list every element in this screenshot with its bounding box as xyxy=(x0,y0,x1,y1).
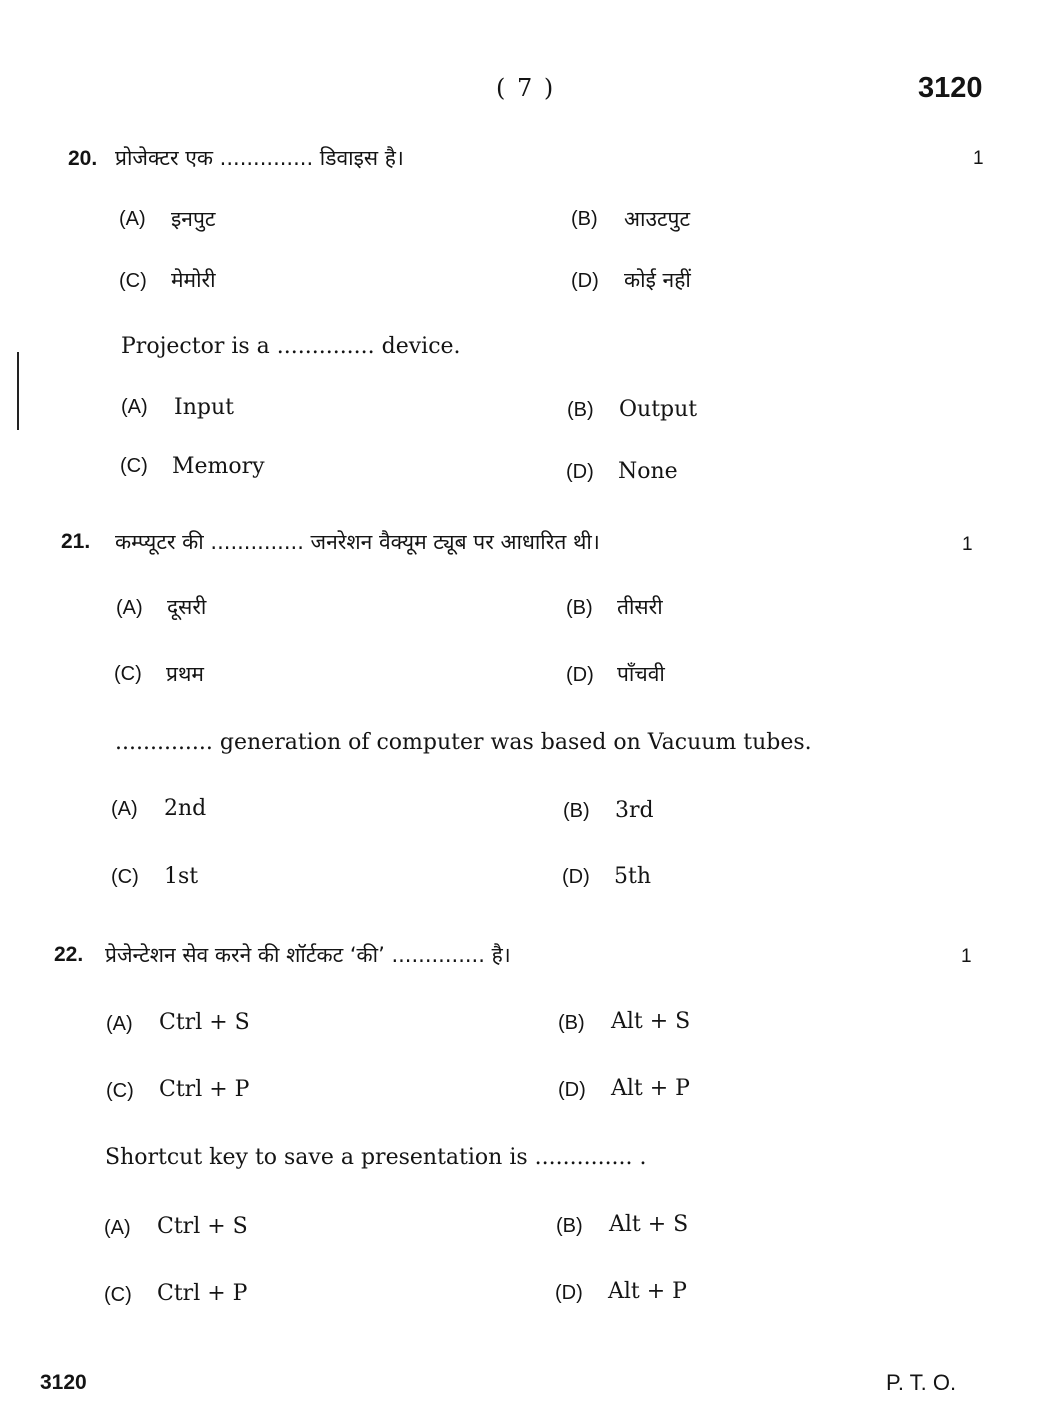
paper-code: 3120 xyxy=(918,72,983,104)
question-marks: 1 xyxy=(973,148,984,169)
option-label: (A) xyxy=(119,208,146,230)
option-label: (D) xyxy=(566,461,594,483)
option-text: कोई नहीं xyxy=(624,268,691,292)
option-text: 3rd xyxy=(615,798,654,823)
option-text: Alt + P xyxy=(608,1279,687,1304)
option-label: (B) xyxy=(558,1012,585,1034)
option-label: (C) xyxy=(106,1080,134,1102)
option-label: (B) xyxy=(571,208,598,230)
option-text: Ctrl + S xyxy=(159,1010,250,1035)
question-marks: 1 xyxy=(961,946,972,967)
page-number: ( 7 ) xyxy=(496,74,556,102)
option-text: दूसरी xyxy=(167,595,207,619)
option-text: 2nd xyxy=(164,796,207,821)
option-label: (D) xyxy=(558,1079,586,1101)
question-number: 20. xyxy=(68,147,98,170)
option-label: (C) xyxy=(120,455,148,477)
option-label: (C) xyxy=(114,663,142,685)
option-label: (A) xyxy=(111,798,138,820)
option-text: Ctrl + P xyxy=(159,1077,250,1102)
option-label: (A) xyxy=(106,1013,133,1035)
question-text-hindi: प्रोजेक्टर एक .............. डिवाइस है। xyxy=(115,146,404,170)
option-label: (B) xyxy=(566,597,593,619)
option-label: (D) xyxy=(555,1282,583,1304)
option-text: Alt + P xyxy=(611,1076,690,1101)
footer-paper-code: 3120 xyxy=(40,1371,87,1394)
option-label: (D) xyxy=(571,270,599,292)
question-text-hindi: प्रेजेन्टेशन सेव करने की शॉर्टकट ‘की’ .............. है। xyxy=(105,943,511,967)
option-label: (B) xyxy=(563,800,590,822)
option-label: (C) xyxy=(119,270,147,292)
question-marks: 1 xyxy=(962,534,973,555)
question-text-english: .............. generation of computer was based on Vacuum tubes. xyxy=(115,730,812,755)
option-text: 5th xyxy=(614,864,652,889)
option-text: Output xyxy=(619,397,698,422)
footer-pto: P. T. O. xyxy=(886,1370,957,1395)
option-label: (A) xyxy=(116,597,143,619)
option-label: (D) xyxy=(562,866,590,888)
option-text: Alt + S xyxy=(609,1212,689,1237)
question-text-hindi: कम्प्यूटर की .............. जनरेशन वैक्यूम ट्यूब पर आधारित थी। xyxy=(115,530,600,554)
option-text: इनपुट xyxy=(171,207,216,231)
option-text: मेमोरी xyxy=(171,268,216,292)
option-label: (A) xyxy=(104,1217,131,1239)
option-text: Ctrl + P xyxy=(157,1281,248,1306)
option-text: None xyxy=(618,459,678,484)
question-text-english: Projector is a .............. device. xyxy=(121,334,461,359)
option-text: Memory xyxy=(172,454,265,479)
option-label: (A) xyxy=(121,396,148,418)
option-text: पाँचवी xyxy=(617,662,665,686)
question-number: 22. xyxy=(54,943,84,966)
margin-mark xyxy=(17,352,19,430)
option-text: Alt + S xyxy=(611,1009,691,1034)
option-text: Input xyxy=(174,395,234,420)
option-label: (B) xyxy=(567,399,594,421)
option-text: तीसरी xyxy=(617,595,663,619)
option-text: प्रथम xyxy=(166,662,204,686)
question-text-english: Shortcut key to save a presentation is .............. . xyxy=(105,1145,647,1170)
option-label: (C) xyxy=(111,866,139,888)
option-text: 1st xyxy=(164,864,199,889)
option-text: Ctrl + S xyxy=(157,1214,248,1239)
question-number: 21. xyxy=(61,530,91,553)
option-label: (D) xyxy=(566,664,594,686)
option-label: (C) xyxy=(104,1284,132,1306)
option-text: आउटपुट xyxy=(624,207,691,231)
option-label: (B) xyxy=(556,1215,583,1237)
